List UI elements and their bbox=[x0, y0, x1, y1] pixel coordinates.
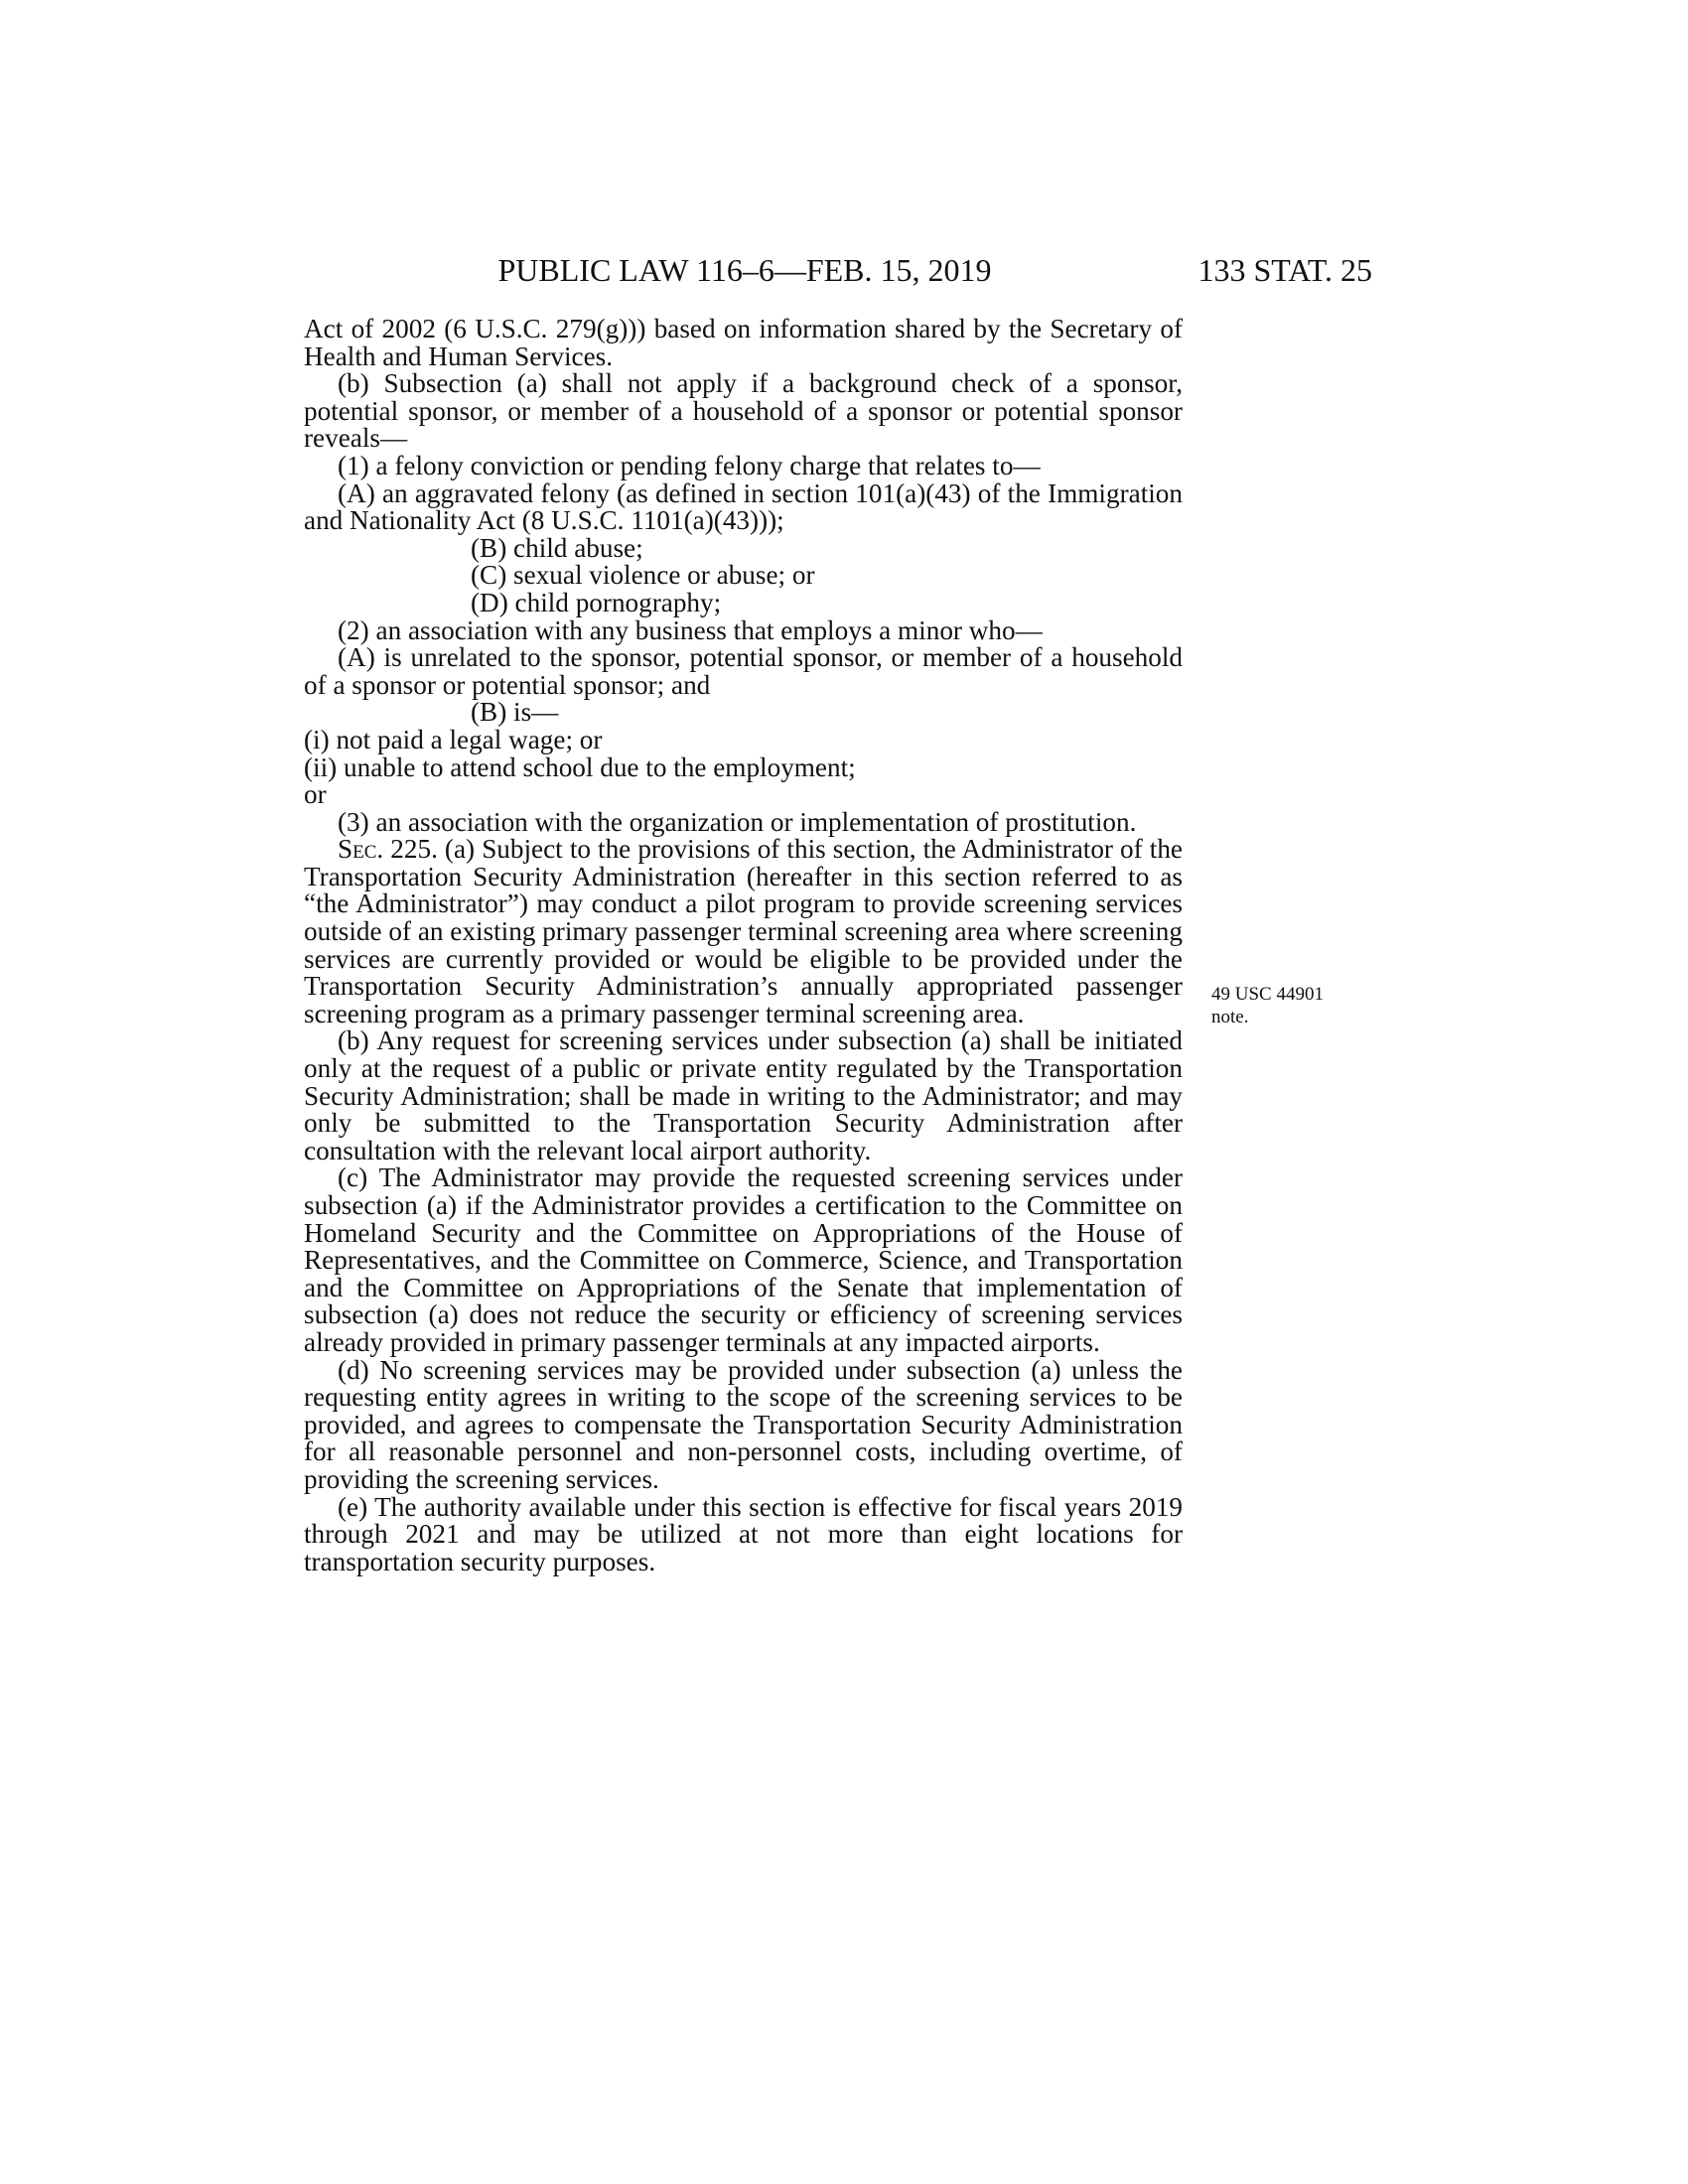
section-225-e: (e) The authority available under this section is effective for fiscal years 2019 through 2021 and may be utilized at not more than eight locations for transportation security purposes. bbox=[304, 1491, 1183, 1576]
paragraph-continuation: Act of 2002 (6 U.S.C. 279(g))) based on information shared by the Secretary of Health and Human Services. bbox=[304, 314, 1183, 371]
section-225-c: (c) The Administrator may provide the requested screening services under subsection (a) if the Administrator provides a certification to the Committee on Homeland Security and the Committee on Appropriations of the House of Representatives, and the Committee on Commerce, Science, and Transportation and the Committee on Appropriations of the Senate that implementation of subsection (a) does not reduce the security or efficiency of screening services already provided in primary passenger terminals at any impacted airports. bbox=[304, 1162, 1183, 1357]
document-body bbox=[304, 316, 1183, 1575]
section-label: Sec. bbox=[338, 834, 384, 865]
header-stat-page: 133 STAT. 25 bbox=[1197, 252, 1372, 288]
paragraph-1: (1) a felony conviction or pending felony charge that relates to— bbox=[338, 450, 1041, 480]
clause-2b-or: or bbox=[304, 779, 327, 810]
header-title: PUBLIC LAW 116–6—FEB. 15, 2019 bbox=[497, 252, 992, 288]
margin-note bbox=[1211, 983, 1370, 1028]
subparagraph-2b: (B) is— bbox=[471, 697, 559, 728]
subparagraph-1b: (B) child abuse; bbox=[471, 532, 643, 563]
clause-2b-i: (i) not paid a legal wage; or bbox=[304, 724, 603, 754]
subparagraph-1d: (D) child pornography; bbox=[471, 587, 722, 617]
margin-note-citation: 49 USC 44901 bbox=[1211, 984, 1324, 1005]
section-225-b: (b) Any request for screening services under subsection (a) shall be initiated only at the request of a public or private entity regulated by the Transportation Security Administration; shall be made in writing to the Administrator; and may only be submitted to the Transportation Security Administration after consultation with the relevant local airport authority. bbox=[304, 1025, 1183, 1165]
margin-note-label: note. bbox=[1211, 1007, 1249, 1027]
subparagraph-1c: (C) sexual violence or abuse; or bbox=[471, 560, 815, 591]
section-225-d: (d) No screening services may be provided under subsection (a) unless the requesting entity agrees in writing to the scope of the screening services to be provided, and agrees to compensate the Transportation Security Administration for all reasonable personnel and non-personnel costs, including overtime, of providing the screening services. bbox=[304, 1354, 1183, 1494]
subsection-b: (b) Subsection (a) shall not apply if a background check of a sponsor, potential sponsor, or member of a household of a sponsor or potential sponsor reveals— bbox=[304, 368, 1183, 454]
running-header bbox=[0, 250, 1688, 290]
section-225-a-text: 225. (a) Subject to the provisions of this section, the Administrator of the Transportation Security Administration (hereafter in this section referred to as “the Administrator”) may conduct a pilot program to provide screening services outside of an existing primary passenger terminal screening area where screening services are currently provided or would be eligible to be provided under the Transportation Security Administration’s annually appropriated passenger screening program as a primary passenger terminal screening area. bbox=[304, 834, 1183, 1028]
paragraph-3: (3) an association with the organization or implementation of prostitution. bbox=[338, 806, 1137, 837]
section-225-a bbox=[304, 836, 1183, 1027]
clause-2b-ii: (ii) unable to attend school due to the employment; bbox=[304, 751, 856, 782]
subparagraph-2a: (A) is unrelated to the sponsor, potential sponsor, or member of a household of a sponsor or potential sponsor; and bbox=[304, 642, 1183, 700]
subparagraph-1a: (A) an aggravated felony (as defined in section 101(a)(43) of the Immigration and Nationality Act (8 U.S.C. 1101(a)(43))); bbox=[304, 478, 1183, 536]
paragraph-2: (2) an association with any business that employs a minor who— bbox=[338, 614, 1043, 645]
